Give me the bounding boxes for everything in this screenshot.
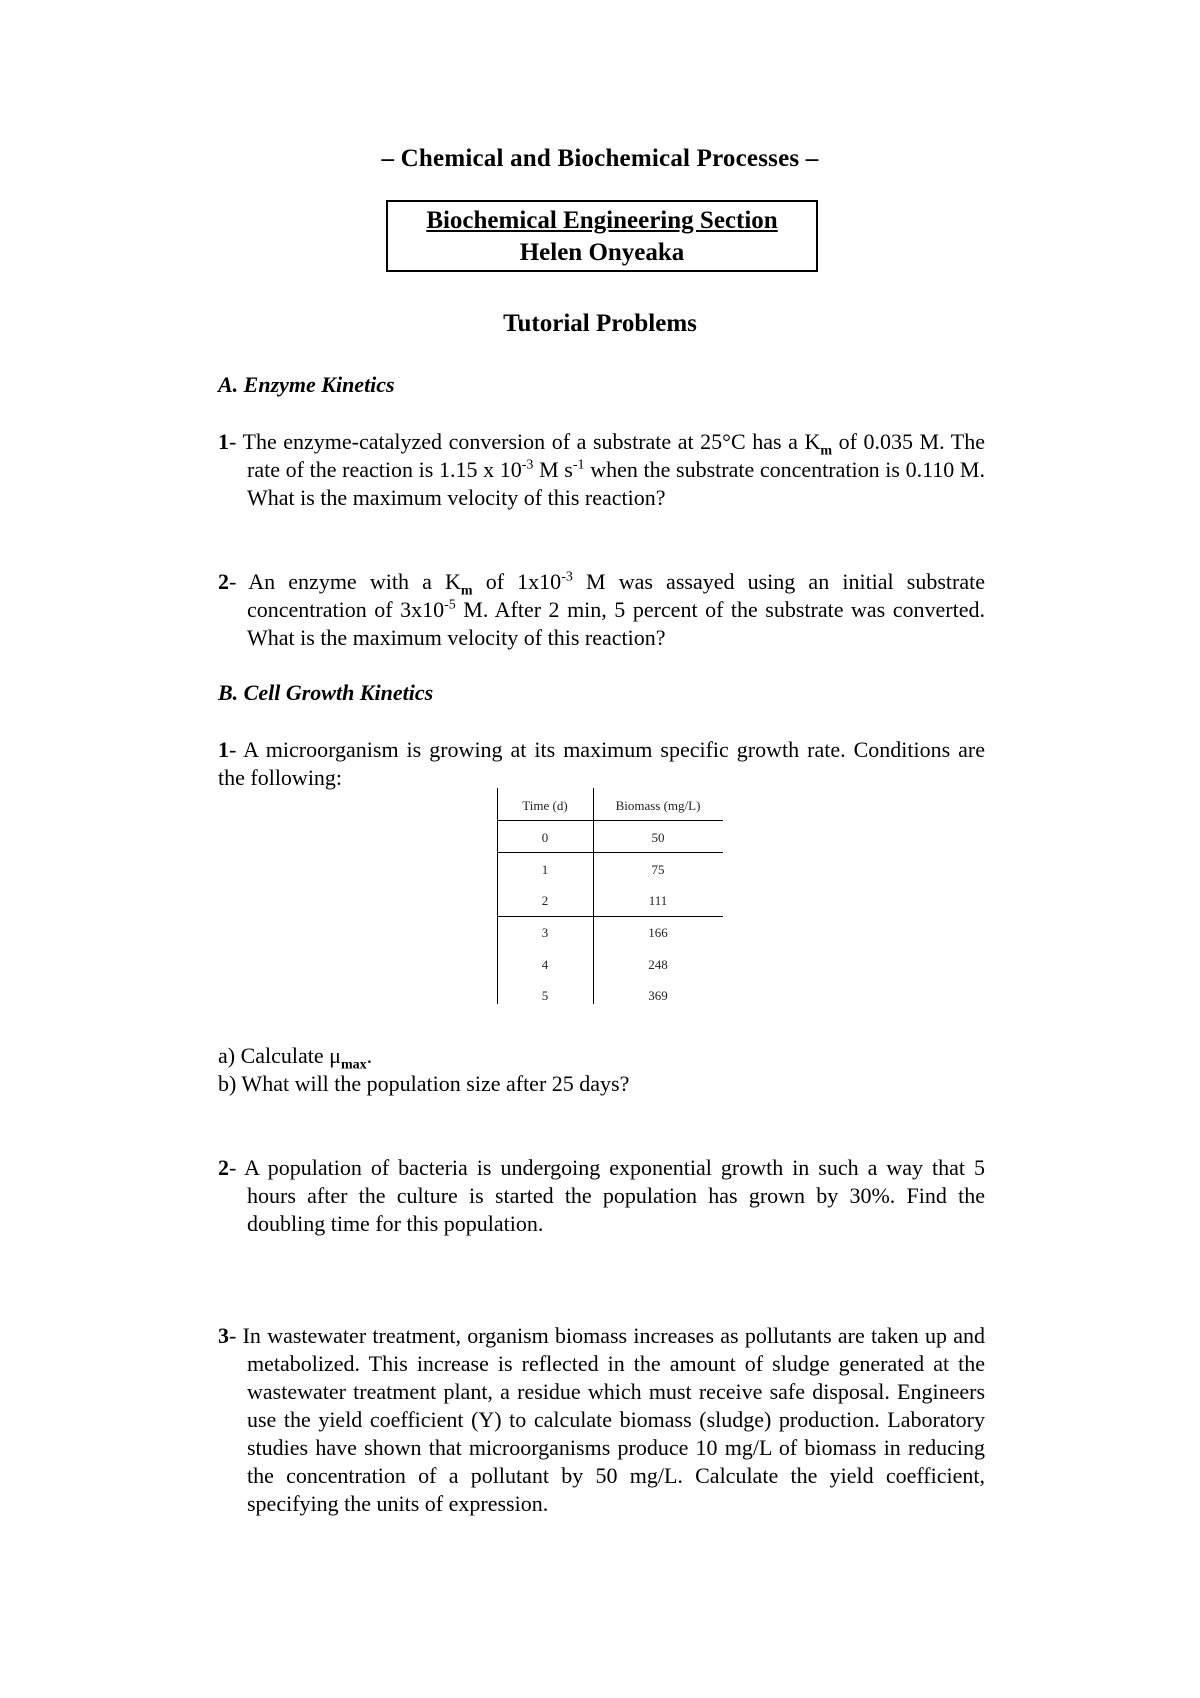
problem-number: 3 xyxy=(218,1323,229,1348)
table-cell: 248 xyxy=(648,957,668,972)
page-subtitle: Tutorial Problems xyxy=(503,310,697,337)
problem-number: 2 xyxy=(218,1155,229,1180)
superscript: -1 xyxy=(572,457,585,473)
table-cell: 75 xyxy=(651,862,665,877)
problem-text: of 1x10 xyxy=(472,569,562,594)
section-a-heading: A. Enzyme Kinetics xyxy=(218,372,395,397)
table-cell: 3 xyxy=(541,925,549,940)
subscript: m xyxy=(820,443,833,459)
superscript: -3 xyxy=(561,569,573,585)
table-cell: 1 xyxy=(541,862,549,877)
problem-a2 xyxy=(218,568,985,652)
table-rule xyxy=(497,820,723,821)
section-b-heading: B. Cell Growth Kinetics xyxy=(218,680,434,705)
problem-a1 xyxy=(218,428,985,512)
problem-b1 xyxy=(218,736,985,792)
problem-text: - An enzyme with a K xyxy=(229,569,461,594)
problem-text: when the substrate concentration is 0.110 M. What is the maximum velocity of this reaction? xyxy=(247,457,985,510)
problem-number: 1 xyxy=(218,737,229,762)
problem-text: - The enzyme-catalyzed conversion of a substrate at 25°C has a K xyxy=(229,429,821,454)
table-cell: 2 xyxy=(541,893,549,908)
section-name: Biochemical Engineering Section xyxy=(426,207,778,234)
biomass-table xyxy=(497,788,723,1004)
table-cell: 166 xyxy=(648,925,668,940)
problem-number: 2 xyxy=(218,569,229,594)
superscript: -3 xyxy=(521,457,534,473)
problem-text: M. After 2 min, 5 percent of the substrate was converted. What is the maximum velocity of this reaction? xyxy=(247,597,985,650)
question-b: b) What will the population size after 25 days? xyxy=(218,1071,630,1096)
problem-text: - In wastewater treatment, organism biomass increases as pollutants are taken up and metabolized. This increase is reflected in the amount of sludge generated at the wastewater treatment plant, a residue which must receive safe disposal. Engineers use the yield coefficient (Y) to calculate biomass (sludge) production. Laboratory studies have shown that microorganisms produce 10 mg/L of biomass in reducing the concentration of a pollutant by 50 mg/L. Calculate the yield coefficient, specifying the units of expression. xyxy=(229,1323,985,1516)
table-cell: 0 xyxy=(541,830,549,845)
problem-b2 xyxy=(218,1154,985,1238)
author-name: Helen Onyeaka xyxy=(519,239,685,266)
table-cell: 50 xyxy=(651,830,665,845)
superscript: -5 xyxy=(444,597,456,613)
table-cell: 111 xyxy=(648,893,668,908)
subscript: max xyxy=(340,1057,367,1073)
problem-text: M was assayed using an initial substrate concentration of 3x10 xyxy=(247,569,986,622)
table-rule xyxy=(497,852,723,853)
table-cell: 369 xyxy=(648,988,668,1003)
question-a xyxy=(218,1042,373,1073)
problem-text: - A microorganism is growing at its maximum specific growth rate. Conditions are the following: xyxy=(218,737,985,790)
table-header-time: Time (d) xyxy=(522,798,568,813)
problem-text: of 0.035 M. The rate of the reaction is 1.15 x 10 xyxy=(247,429,985,482)
subscript: m xyxy=(460,583,473,599)
problem-number: 1 xyxy=(218,429,229,454)
course-title: – Chemical and Biochemical Processes – xyxy=(381,145,819,172)
question-a-end: . xyxy=(366,1043,373,1068)
table-header-biomass: Biomass (mg/L) xyxy=(615,798,701,813)
problem-b3 xyxy=(218,1322,985,1518)
problem-text: M s xyxy=(533,457,573,482)
table-cell: 4 xyxy=(541,957,549,972)
table-cell: 5 xyxy=(541,988,549,1003)
section-box xyxy=(386,200,818,272)
problem-text: - A population of bacteria is undergoing exponential growth in such a way that 5 hours after the culture is started the population has grown by 30%. Find the doubling time for this population. xyxy=(229,1155,985,1236)
question-a-text: a) Calculate μ xyxy=(218,1043,341,1068)
table-rule xyxy=(497,916,723,917)
